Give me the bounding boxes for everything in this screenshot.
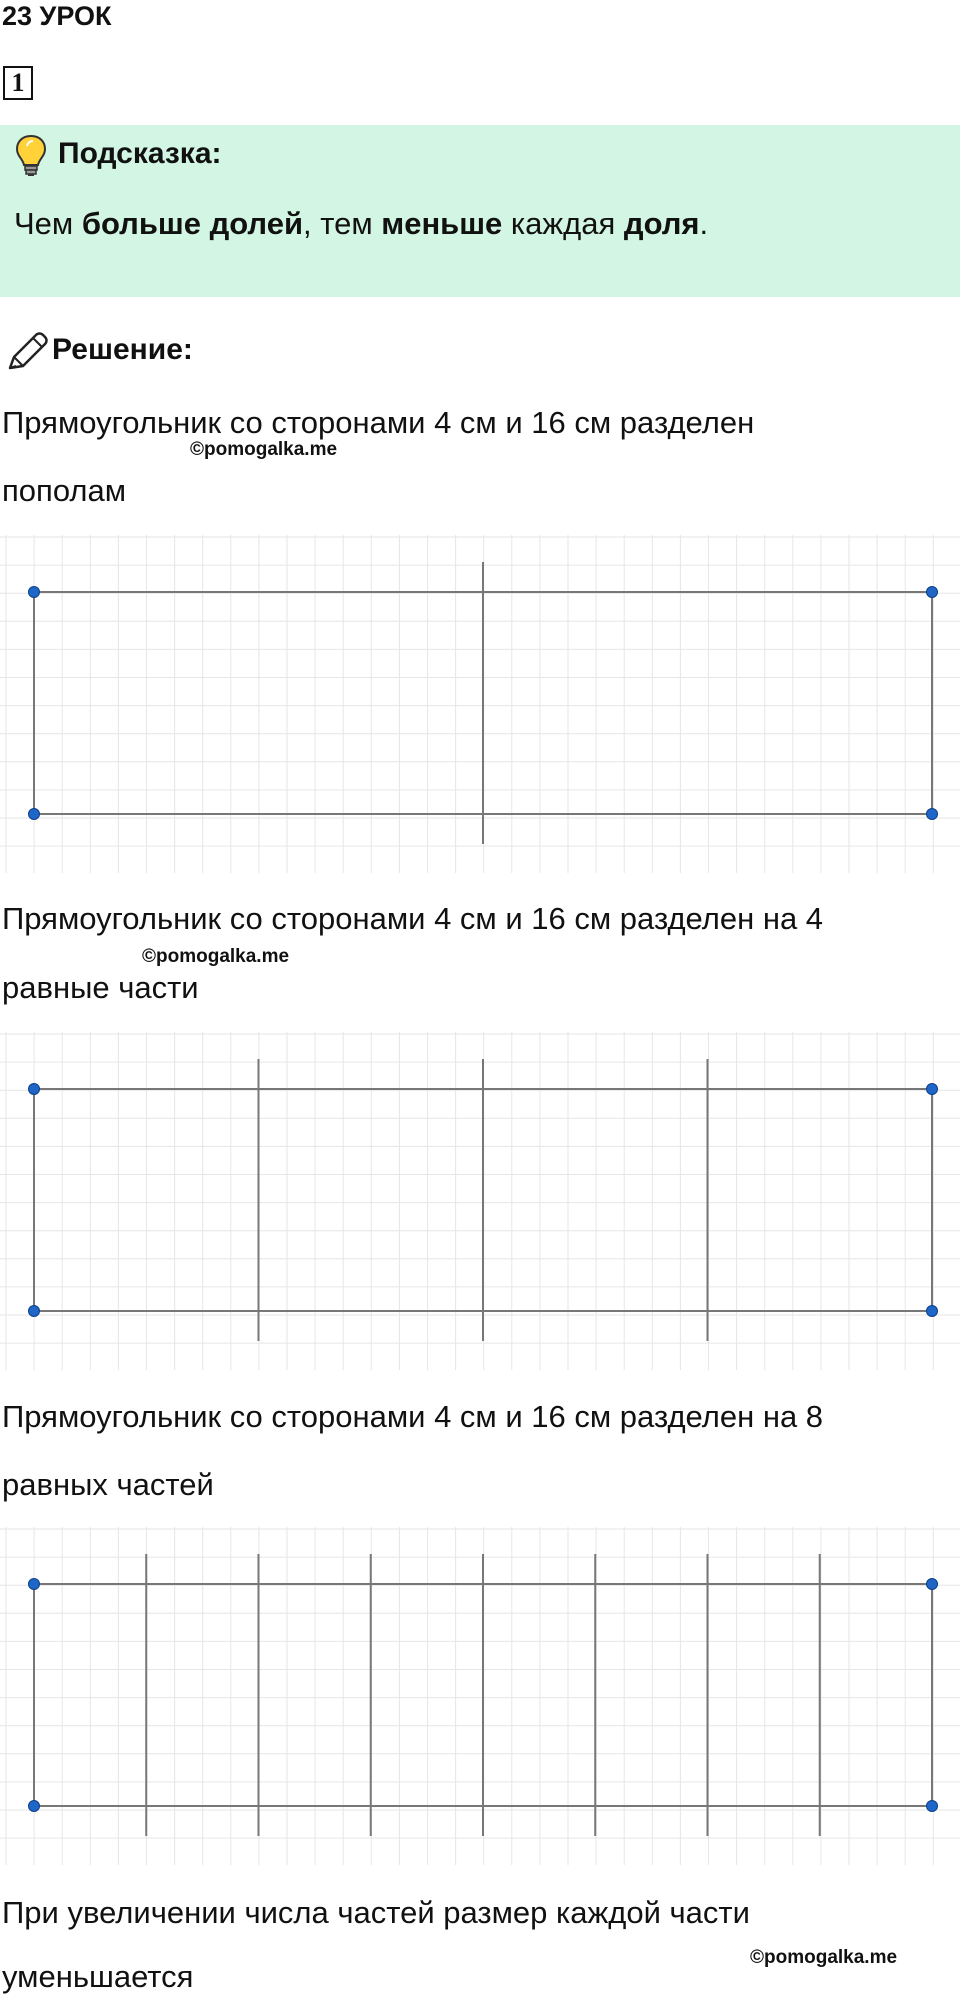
section-2-line1: Прямоугольник со сторонами 4 см и 16 см разделен на 4 bbox=[2, 901, 824, 936]
hint-text-part: каждая bbox=[502, 206, 624, 241]
corner-point bbox=[29, 1579, 40, 1590]
task-number: 1 bbox=[3, 66, 33, 100]
grid bbox=[0, 535, 960, 873]
hint-text-part: , тем bbox=[303, 206, 382, 241]
hint-text-bold: больше долей bbox=[81, 206, 304, 241]
corner-point bbox=[29, 1801, 40, 1812]
corner-point bbox=[29, 587, 40, 598]
hint-title: Подсказка: bbox=[58, 137, 222, 170]
corner-point bbox=[927, 1084, 938, 1095]
section-3-line1: Прямоугольник со сторонами 4 см и 16 см разделен на 8 bbox=[2, 1399, 824, 1434]
section-3-line2: равных частей bbox=[2, 1467, 214, 1502]
conclusion-line1: При увеличении числа частей размер каждой части bbox=[2, 1895, 750, 1930]
figure-1 bbox=[0, 535, 960, 873]
corner-point bbox=[927, 1579, 938, 1590]
corner-point bbox=[927, 587, 938, 598]
section-2-line2: равные части bbox=[2, 970, 199, 1005]
watermark: ©pomogalka.me bbox=[142, 946, 290, 967]
corner-point bbox=[927, 809, 938, 820]
watermark: ©pomogalka.me bbox=[750, 1947, 898, 1968]
hint-text-part: Чем bbox=[14, 206, 82, 241]
corner-point bbox=[29, 1084, 40, 1095]
lightbulb-icon bbox=[14, 134, 48, 178]
grid bbox=[0, 1527, 960, 1865]
corner-point bbox=[927, 1306, 938, 1317]
hint-text bbox=[14, 202, 708, 246]
conclusion-line2: уменьшается bbox=[2, 1959, 194, 1994]
hint-text-bold: меньше bbox=[381, 206, 503, 241]
figure-3 bbox=[0, 1527, 960, 1865]
lesson-title: 23 УРОК bbox=[2, 1, 112, 31]
section-1-line2: пополам bbox=[2, 473, 127, 508]
pencil-icon bbox=[6, 332, 48, 372]
corner-point bbox=[29, 1306, 40, 1317]
hint-text-part: . bbox=[699, 206, 709, 241]
hint-text-bold: доля bbox=[623, 206, 700, 241]
corner-point bbox=[927, 1801, 938, 1812]
watermark: ©pomogalka.me bbox=[190, 439, 338, 460]
grid bbox=[0, 1032, 960, 1370]
corner-point bbox=[29, 809, 40, 820]
figure-2 bbox=[0, 1032, 960, 1370]
solution-title: Решение: bbox=[52, 333, 193, 366]
section-1-line1: Прямоугольник со сторонами 4 см и 16 см разделен bbox=[2, 405, 755, 440]
